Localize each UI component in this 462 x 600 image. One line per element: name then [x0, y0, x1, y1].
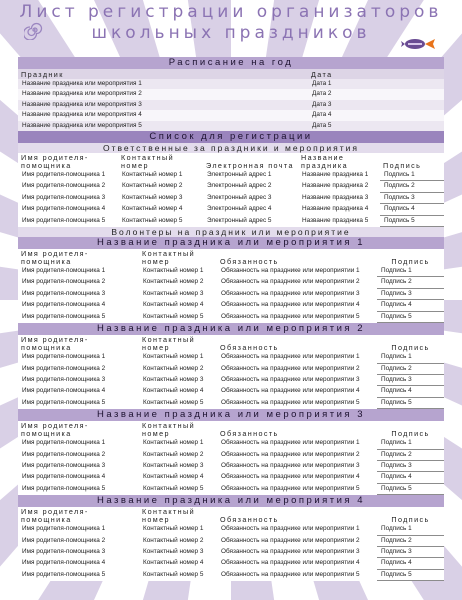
signature-cell[interactable]: Подпись 3: [377, 374, 444, 385]
email-cell: Электронный адрес 1: [203, 170, 298, 181]
duty-cell: Обязанность на празднике или мероприятии 2: [217, 277, 377, 288]
event-name-cell: Название праздника 3: [298, 192, 380, 203]
table-row: [18, 449, 444, 460]
signature-cell[interactable]: Подпись 1: [377, 524, 444, 535]
volunteer-event-header: Название праздника или мероприятия 1: [18, 237, 444, 249]
table-row: [18, 300, 444, 311]
phone-cell: Контактный номер 4: [139, 386, 217, 397]
signature-cell[interactable]: Подпись 2: [377, 363, 444, 374]
helper-name-cell: Имя родителя-помощника 1: [18, 266, 139, 277]
signature-cell[interactable]: Подпись 5: [377, 397, 444, 408]
signature-cell[interactable]: Подпись 3: [380, 192, 444, 203]
signature-cell[interactable]: Подпись 1: [377, 438, 444, 449]
email-cell: Электронный адрес 2: [203, 181, 298, 192]
phone-cell: Контактный номер 4: [139, 472, 217, 483]
schedule-event-cell: Название праздника или мероприятия 1: [18, 79, 308, 89]
vol-col-phone: Контактный номер: [139, 335, 217, 352]
vol-col-signature: Подпись: [377, 335, 444, 352]
vol-col-phone: Контактный номер: [139, 249, 217, 266]
helper-name-cell: Имя родителя-помощника 4: [18, 204, 118, 215]
phone-cell: Контактный номер 3: [139, 374, 217, 385]
table-row: [18, 100, 444, 110]
duty-cell: Обязанность на празднике или мероприятии 3: [217, 460, 377, 471]
volunteer-table: [18, 249, 444, 323]
duty-cell: Обязанность на празднике или мероприятии 2: [217, 535, 377, 546]
vol-col-helper: Имя родителя-помощника: [18, 335, 139, 352]
phone-cell: Контактный номер 2: [118, 181, 203, 192]
duty-cell: Обязанность на празднике или мероприятии 4: [217, 386, 377, 397]
table-row: [18, 569, 444, 580]
signature-cell[interactable]: Подпись 1: [380, 170, 444, 181]
table-row: [18, 170, 444, 181]
volunteers-header: Волонтеры на праздник или мероприятие: [18, 227, 444, 237]
helper-name-cell: Имя родителя-помощника 3: [18, 460, 139, 471]
phone-cell: Контактный номер 1: [139, 266, 217, 277]
helper-name-cell: Имя родителя-помощника 4: [18, 386, 139, 397]
duty-cell: Обязанность на празднике или мероприятии 5: [217, 483, 377, 494]
table-row: [18, 438, 444, 449]
helper-name-cell: Имя родителя-помощника 1: [18, 438, 139, 449]
helper-name-cell: Имя родителя-помощника 3: [18, 374, 139, 385]
volunteer-event-header: Название праздника или мероприятия 3: [18, 409, 444, 421]
schedule-event-cell: Название праздника или мероприятия 4: [18, 110, 308, 120]
schedule-date-cell: Дата 5: [308, 121, 444, 131]
helper-name-cell: Имя родителя-помощника 5: [18, 483, 139, 494]
duty-cell: Обязанность на празднике или мероприятии 1: [217, 524, 377, 535]
duty-cell: Обязанность на празднике или мероприятии 3: [217, 546, 377, 557]
helper-name-cell: Имя родителя-помощника 3: [18, 288, 139, 299]
phone-cell: Контактный номер 5: [139, 311, 217, 322]
helper-name-cell: Имя родителя-помощника 2: [18, 449, 139, 460]
event-name-cell: Название праздника 5: [298, 215, 380, 226]
signature-cell[interactable]: Подпись 2: [377, 449, 444, 460]
phone-cell: Контактный номер 5: [139, 483, 217, 494]
helper-name-cell: Имя родителя-помощника 3: [18, 192, 118, 203]
registration-header: Список для регистрации: [18, 131, 444, 143]
signature-cell[interactable]: Подпись 5: [377, 483, 444, 494]
vol-col-duty: Обязанность: [217, 507, 377, 524]
helper-name-cell: Имя родителя-помощника 4: [18, 472, 139, 483]
duty-cell: Обязанность на празднике или мероприятии 2: [217, 363, 377, 374]
duty-cell: Обязанность на празднике или мероприятии 2: [217, 449, 377, 460]
duty-cell: Обязанность на празднике или мероприятии 4: [217, 472, 377, 483]
event-name-cell: Название праздника 2: [298, 181, 380, 192]
phone-cell: Контактный номер 4: [139, 558, 217, 569]
phone-cell: Контактный номер 5: [118, 215, 203, 226]
volunteer-table: [18, 421, 444, 495]
duty-cell: Обязанность на празднике или мероприятии 1: [217, 438, 377, 449]
duty-cell: Обязанность на празднике или мероприятии 4: [217, 300, 377, 311]
signature-cell[interactable]: Подпись 4: [377, 558, 444, 569]
table-row: [18, 374, 444, 385]
table-row: [18, 204, 444, 215]
helper-name-cell: Имя родителя-помощника 2: [18, 535, 139, 546]
page-title: [0, 2, 462, 44]
schedule-date-cell: Дата 4: [308, 110, 444, 120]
table-row: [18, 277, 444, 288]
vol-col-duty: Обязанность: [217, 421, 377, 438]
schedule-table: [18, 69, 444, 131]
table-row: [18, 558, 444, 569]
phone-cell: Контактный номер 3: [139, 460, 217, 471]
event-name-cell: Название праздника 4: [298, 204, 380, 215]
helper-name-cell: Имя родителя-помощника 4: [18, 558, 139, 569]
duty-cell: Обязанность на празднике или мероприятии 5: [217, 569, 377, 580]
signature-cell[interactable]: Подпись 5: [380, 215, 444, 226]
duty-cell: Обязанность на празднике или мероприятии 3: [217, 374, 377, 385]
helper-name-cell: Имя родителя-помощника 4: [18, 300, 139, 311]
phone-cell: Контактный номер 1: [139, 438, 217, 449]
candy-logo-icon: [401, 37, 437, 51]
signature-cell[interactable]: Подпись 1: [377, 352, 444, 363]
table-row: [18, 524, 444, 535]
phone-cell: Контактный номер 2: [139, 535, 217, 546]
reg-col-email: Электронная почта: [203, 153, 298, 170]
helper-name-cell: Имя родителя-помощника 3: [18, 546, 139, 557]
table-row: [18, 89, 444, 99]
phone-cell: Контактный номер 2: [139, 363, 217, 374]
signature-cell[interactable]: Подпись 2: [377, 535, 444, 546]
vol-col-duty: Обязанность: [217, 335, 377, 352]
signature-cell[interactable]: Подпись 5: [377, 569, 444, 580]
schedule-col-date: Дата: [308, 69, 444, 79]
table-row: [18, 192, 444, 203]
helper-name-cell: Имя родителя-помощника 1: [18, 524, 139, 535]
volunteer-sections: [18, 237, 444, 581]
vol-col-duty: Обязанность: [217, 249, 377, 266]
volunteer-table: [18, 335, 444, 409]
table-row: [18, 546, 444, 557]
registration-subheader: Ответственные за праздники и мероприятия: [18, 143, 444, 153]
vol-col-helper: Имя родителя-помощника: [18, 507, 139, 524]
table-row: [18, 483, 444, 494]
schedule-event-cell: Название праздника или мероприятия 2: [18, 89, 308, 99]
vol-col-signature: Подпись: [377, 421, 444, 438]
schedule-col-event: Праздник: [18, 69, 308, 79]
signature-cell[interactable]: Подпись 4: [377, 472, 444, 483]
swirl-icon: [24, 20, 44, 40]
phone-cell: Контактный номер 1: [139, 524, 217, 535]
email-cell: Электронный адрес 4: [203, 204, 298, 215]
schedule-event-cell: Название праздника или мероприятия 3: [18, 100, 308, 110]
signature-cell[interactable]: Подпись 5: [377, 311, 444, 322]
vol-col-phone: Контактный номер: [139, 421, 217, 438]
helper-name-cell: Имя родителя-помощника 2: [18, 277, 139, 288]
table-row: [18, 266, 444, 277]
table-row: [18, 288, 444, 299]
signature-cell[interactable]: Подпись 3: [377, 546, 444, 557]
signature-cell[interactable]: Подпись 4: [377, 386, 444, 397]
schedule-date-cell: Дата 2: [308, 89, 444, 99]
schedule-header: Расписание на год: [18, 57, 444, 69]
registration-table: [18, 153, 444, 227]
schedule-date-cell: Дата 3: [308, 100, 444, 110]
helper-name-cell: Имя родителя-помощника 5: [18, 215, 118, 226]
volunteer-event-header: Название праздника или мероприятия 4: [18, 495, 444, 507]
phone-cell: Контактный номер 3: [118, 192, 203, 203]
title-line-2: школьных праздников: [91, 23, 371, 43]
helper-name-cell: Имя родителя-помощника 5: [18, 397, 139, 408]
vol-col-helper: Имя родителя-помощника: [18, 421, 139, 438]
table-row: [18, 460, 444, 471]
phone-cell: Контактный номер 2: [139, 449, 217, 460]
phone-cell: Контактный номер 5: [139, 397, 217, 408]
helper-name-cell: Имя родителя-помощника 5: [18, 311, 139, 322]
table-row: [18, 472, 444, 483]
table-row: [18, 79, 444, 89]
reg-col-signature: Подпись: [380, 153, 444, 170]
helper-name-cell: Имя родителя-помощника 2: [18, 181, 118, 192]
volunteer-event-header: Название праздника или мероприятия 2: [18, 323, 444, 335]
table-row: [18, 110, 444, 120]
title-line-1: Лист регистрации организаторов: [19, 2, 443, 22]
helper-name-cell: Имя родителя-помощника 2: [18, 363, 139, 374]
helper-name-cell: Имя родителя-помощника 5: [18, 569, 139, 580]
reg-col-phone: Контактный номер: [118, 153, 203, 170]
duty-cell: Обязанность на празднике или мероприятии 4: [217, 558, 377, 569]
phone-cell: Контактный номер 1: [118, 170, 203, 181]
signature-cell[interactable]: Подпись 3: [377, 460, 444, 471]
table-row: [18, 363, 444, 374]
signature-cell[interactable]: Подпись 2: [380, 181, 444, 192]
helper-name-cell: Имя родителя-помощника 1: [18, 352, 139, 363]
signature-cell[interactable]: Подпись 4: [380, 204, 444, 215]
table-row: [18, 181, 444, 192]
table-row: [18, 386, 444, 397]
schedule-event-cell: Название праздника или мероприятия 5: [18, 121, 308, 131]
signature-cell[interactable]: Подпись 2: [377, 277, 444, 288]
email-cell: Электронный адрес 3: [203, 192, 298, 203]
phone-cell: Контактный номер 3: [139, 288, 217, 299]
phone-cell: Контактный номер 4: [139, 300, 217, 311]
table-row: [18, 397, 444, 408]
schedule-date-cell: Дата 1: [308, 79, 444, 89]
phone-cell: Контактный номер 4: [118, 204, 203, 215]
duty-cell: Обязанность на празднике или мероприятии 1: [217, 266, 377, 277]
phone-cell: Контактный номер 2: [139, 277, 217, 288]
event-name-cell: Название праздника 1: [298, 170, 380, 181]
duty-cell: Обязанность на празднике или мероприятии 3: [217, 288, 377, 299]
phone-cell: Контактный номер 1: [139, 352, 217, 363]
signup-sheet: [18, 57, 444, 581]
email-cell: Электронный адрес 5: [203, 215, 298, 226]
reg-col-event: Название праздника: [298, 153, 380, 170]
vol-col-signature: Подпись: [377, 249, 444, 266]
signature-cell[interactable]: Подпись 4: [377, 300, 444, 311]
signature-cell[interactable]: Подпись 3: [377, 288, 444, 299]
table-row: [18, 352, 444, 363]
phone-cell: Контактный номер 3: [139, 546, 217, 557]
vol-col-phone: Контактный номер: [139, 507, 217, 524]
duty-cell: Обязанность на празднике или мероприятии 5: [217, 311, 377, 322]
vol-col-signature: Подпись: [377, 507, 444, 524]
duty-cell: Обязанность на празднике или мероприятии 1: [217, 352, 377, 363]
vol-col-helper: Имя родителя-помощника: [18, 249, 139, 266]
reg-col-helper: Имя родителя-помощника: [18, 153, 118, 170]
table-row: [18, 535, 444, 546]
table-row: [18, 121, 444, 131]
table-row: [18, 215, 444, 226]
duty-cell: Обязанность на празднике или мероприятии 5: [217, 397, 377, 408]
helper-name-cell: Имя родителя-помощника 1: [18, 170, 118, 181]
volunteer-table: [18, 507, 444, 581]
phone-cell: Контактный номер 5: [139, 569, 217, 580]
table-row: [18, 311, 444, 322]
signature-cell[interactable]: Подпись 1: [377, 266, 444, 277]
